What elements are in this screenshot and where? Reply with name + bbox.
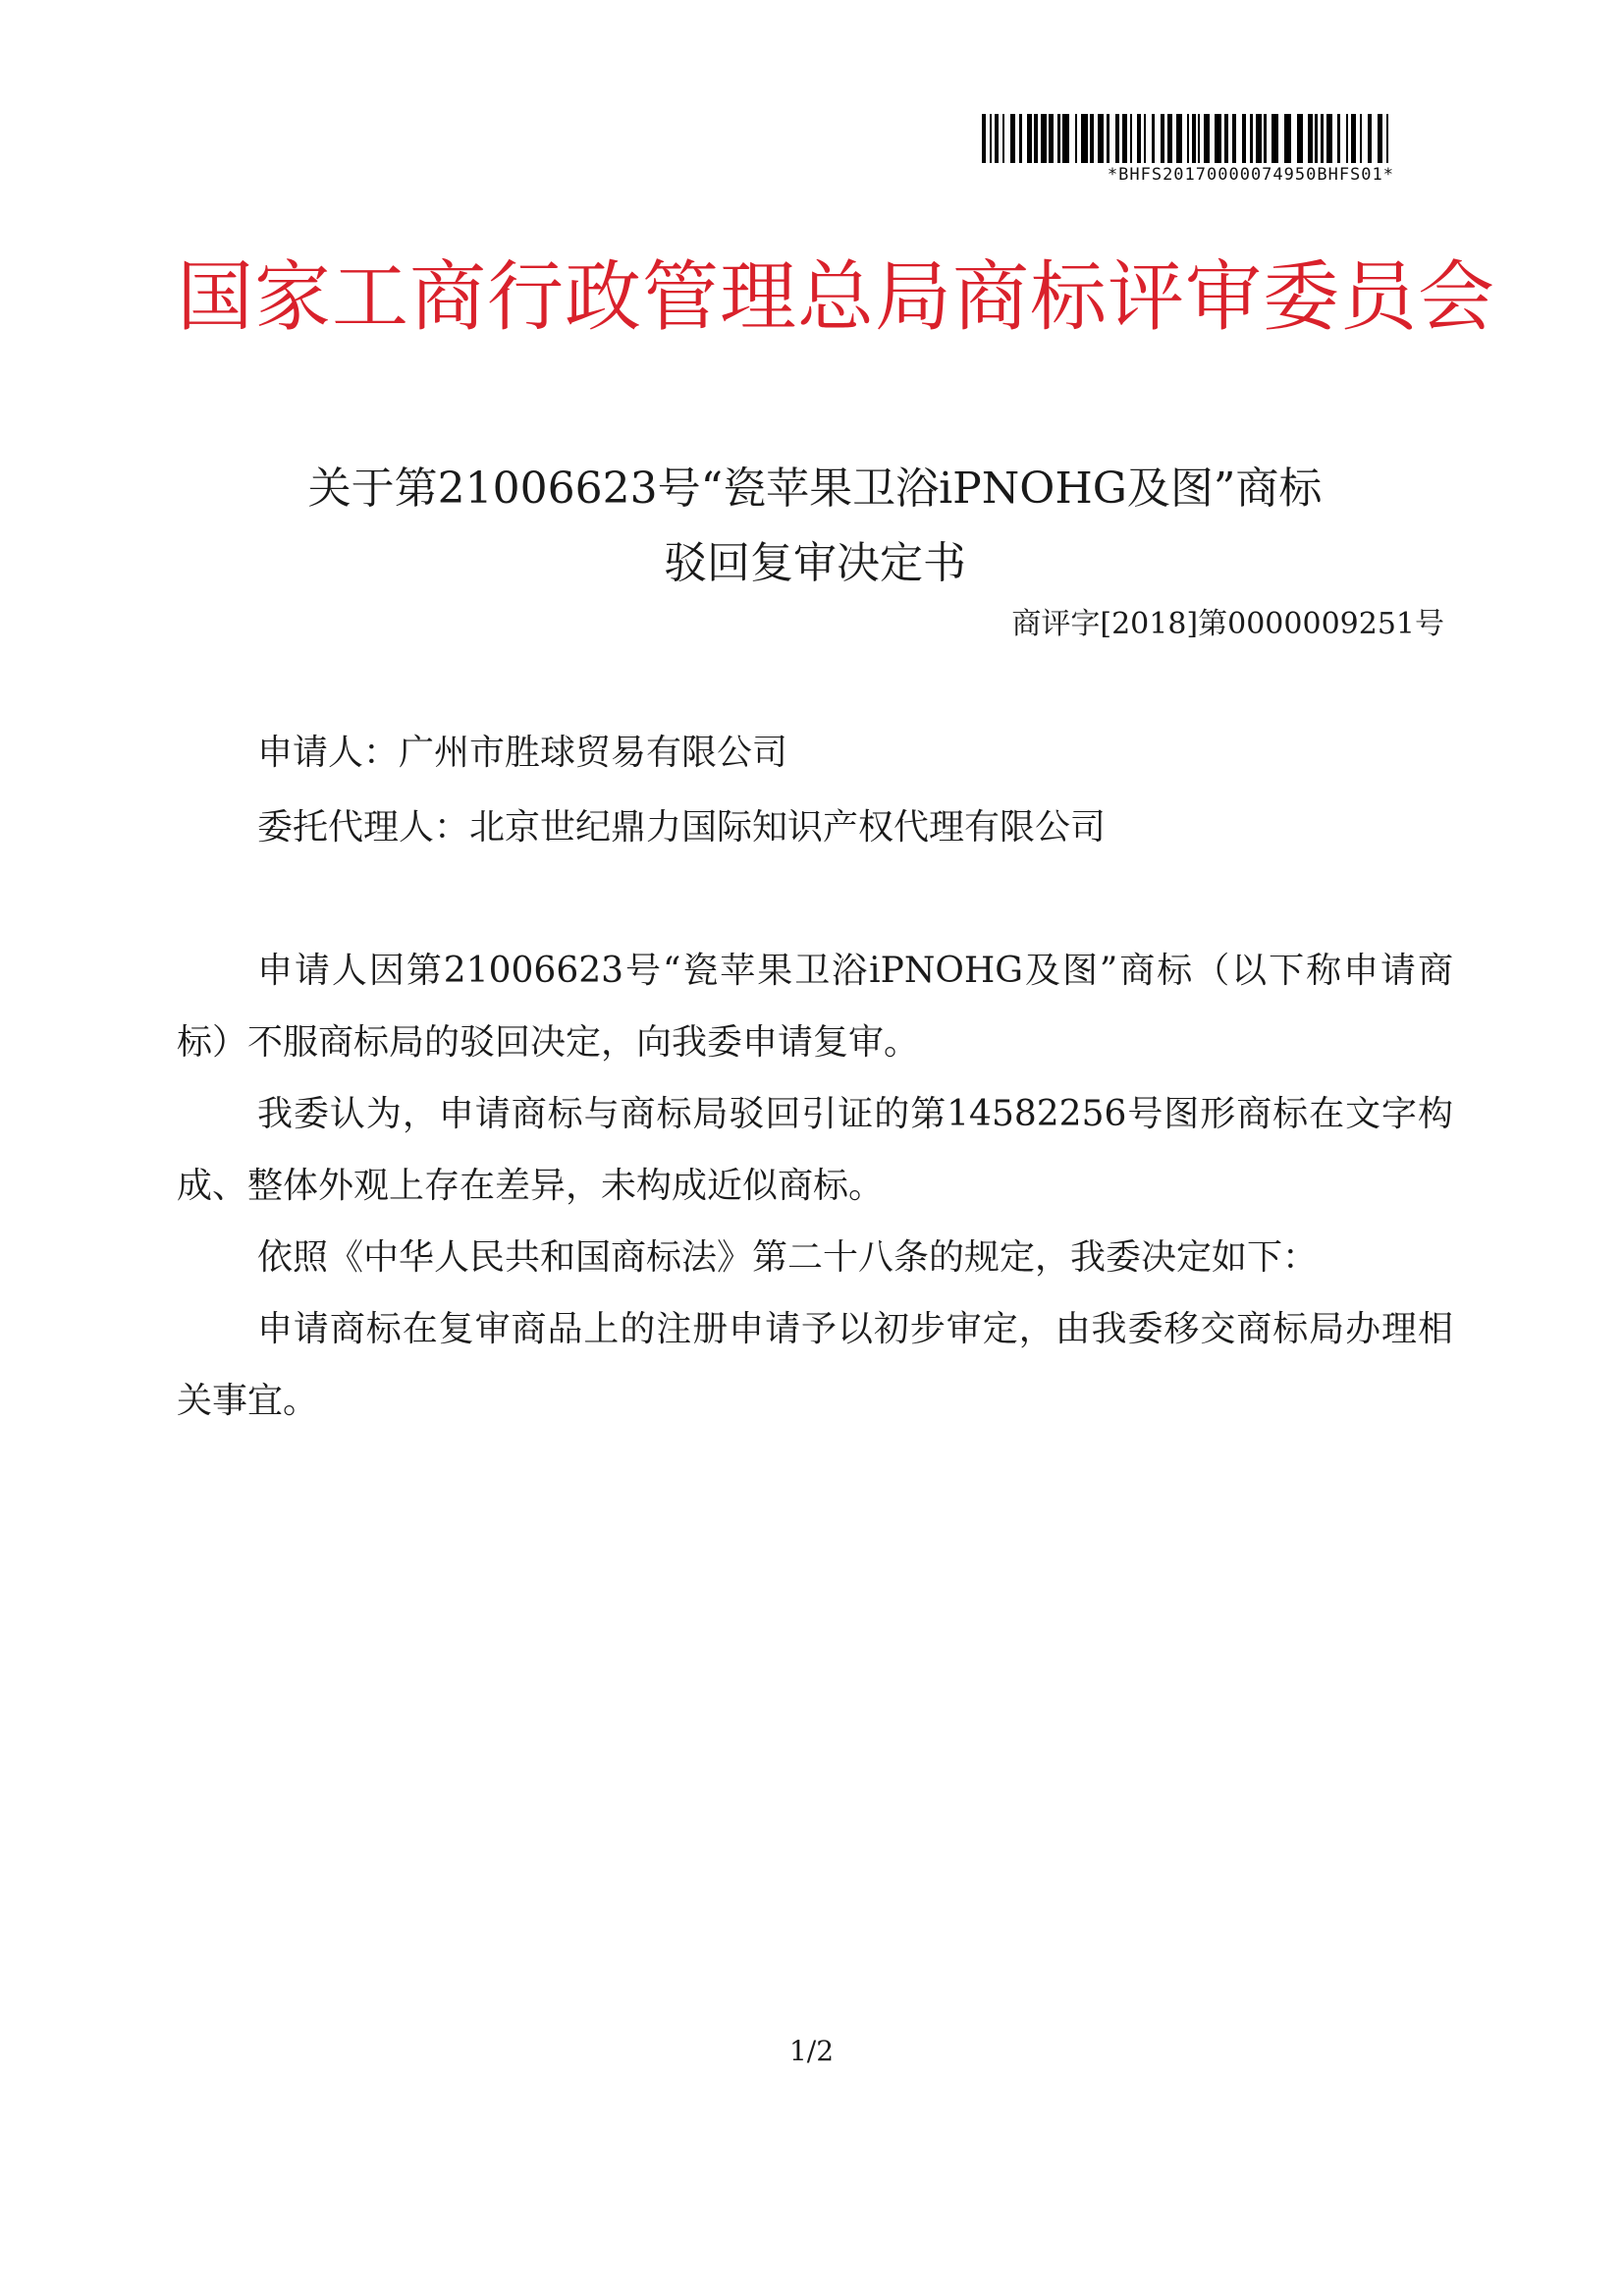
document-title bbox=[177, 452, 1453, 601]
barcode-bar bbox=[1137, 114, 1141, 163]
barcode-bar bbox=[1062, 114, 1069, 163]
barcode-bar bbox=[1010, 114, 1015, 163]
barcode-bar bbox=[1002, 114, 1004, 163]
barcode-bar bbox=[1122, 114, 1127, 163]
barcode-bar bbox=[1075, 114, 1077, 163]
barcode-bar bbox=[1041, 114, 1047, 163]
applicant: 申请人：广州市胜球贸易有限公司 bbox=[257, 733, 788, 773]
document-title-line2: 驳回复审决定书 bbox=[664, 538, 966, 588]
barcode-bar bbox=[1152, 114, 1155, 163]
paragraph: 依照《中华人民共和国商标法》第二十八条的规定，我委决定如下： bbox=[257, 1237, 1319, 1278]
barcode-bar bbox=[1192, 114, 1196, 163]
paragraph: 申请人因第21006623号“瓷苹果卫浴iPNOHG及图”商标（以下称申请商标）不服商标局的驳回决定，向我委申请复审。 bbox=[177, 951, 1453, 1063]
barcode-bar bbox=[1161, 114, 1164, 163]
decision-body bbox=[177, 935, 1453, 1437]
barcode-bar bbox=[1368, 114, 1372, 163]
barcode-bar bbox=[995, 114, 999, 163]
barcode-bar bbox=[1256, 114, 1262, 163]
barcode-bar bbox=[1115, 114, 1119, 163]
barcode-bar bbox=[1027, 114, 1032, 163]
barcode-bar bbox=[1130, 114, 1132, 163]
barcode-bar bbox=[1326, 114, 1332, 163]
barcode-bar bbox=[1284, 114, 1291, 163]
barcode-bar bbox=[1081, 114, 1088, 163]
barcode-bar bbox=[1351, 114, 1356, 163]
barcode-bar bbox=[1308, 114, 1313, 163]
barcode-bar bbox=[1198, 114, 1200, 163]
barcode-bar bbox=[1250, 114, 1253, 163]
barcode-bar bbox=[1346, 114, 1348, 163]
document-number: 商评字[2018]第0000009251号 bbox=[1011, 607, 1444, 641]
barcode-bar bbox=[1167, 114, 1172, 163]
barcode-bar bbox=[1215, 114, 1221, 163]
barcode-bar bbox=[990, 114, 992, 163]
barcode-icon bbox=[982, 114, 1394, 163]
barcode-bar bbox=[1090, 114, 1094, 163]
barcode-bar bbox=[1378, 114, 1382, 163]
barcode-bar bbox=[1107, 114, 1109, 163]
barcode-bar bbox=[1386, 114, 1388, 163]
barcode-bar bbox=[1034, 114, 1038, 163]
barcode-bar bbox=[1176, 114, 1182, 163]
barcode-bar bbox=[1337, 114, 1340, 163]
paragraph: 我委认为，申请商标与商标局驳回引证的第14582256号图形商标在文字构成、整体外观上存在差异，未构成近似商标。 bbox=[177, 1094, 1453, 1206]
barcode-bar bbox=[1204, 114, 1210, 163]
barcode-bar bbox=[1187, 114, 1189, 163]
barcode-bar bbox=[1297, 114, 1303, 163]
barcode-bar bbox=[1360, 114, 1362, 163]
barcode-bar bbox=[1321, 114, 1324, 163]
document-title-line1: 关于第21006623号“瓷苹果卫浴iPNOHG及图”商标 bbox=[307, 464, 1323, 514]
barcode bbox=[982, 114, 1394, 187]
barcode-bar bbox=[1057, 114, 1060, 163]
page-number: 1/2 bbox=[788, 2035, 835, 2067]
paragraph: 申请商标在复审商品上的注册申请予以初步审定，由我委移交商标局办理相关事宜。 bbox=[177, 1309, 1453, 1421]
barcode-bar bbox=[1144, 114, 1146, 163]
barcode-bar bbox=[1224, 114, 1228, 163]
barcode-bar bbox=[1271, 114, 1278, 163]
barcode-bar bbox=[1019, 114, 1022, 163]
barcode-bar bbox=[1232, 114, 1236, 163]
barcode-bar bbox=[982, 114, 986, 163]
barcode-text: *BHFS20170000074950BHFS01* bbox=[1107, 165, 1394, 185]
barcode-bar bbox=[1315, 114, 1318, 163]
barcode-bar bbox=[1264, 114, 1267, 163]
letterhead-title: 国家工商行政管理总局商标评审委员会 bbox=[177, 253, 1496, 342]
barcode-bar bbox=[1049, 114, 1054, 163]
agent: 委托代理人：北京世纪鼎力国际知识产权代理有限公司 bbox=[257, 807, 1107, 847]
barcode-bar bbox=[1098, 114, 1104, 163]
barcode-bar bbox=[1242, 114, 1246, 163]
